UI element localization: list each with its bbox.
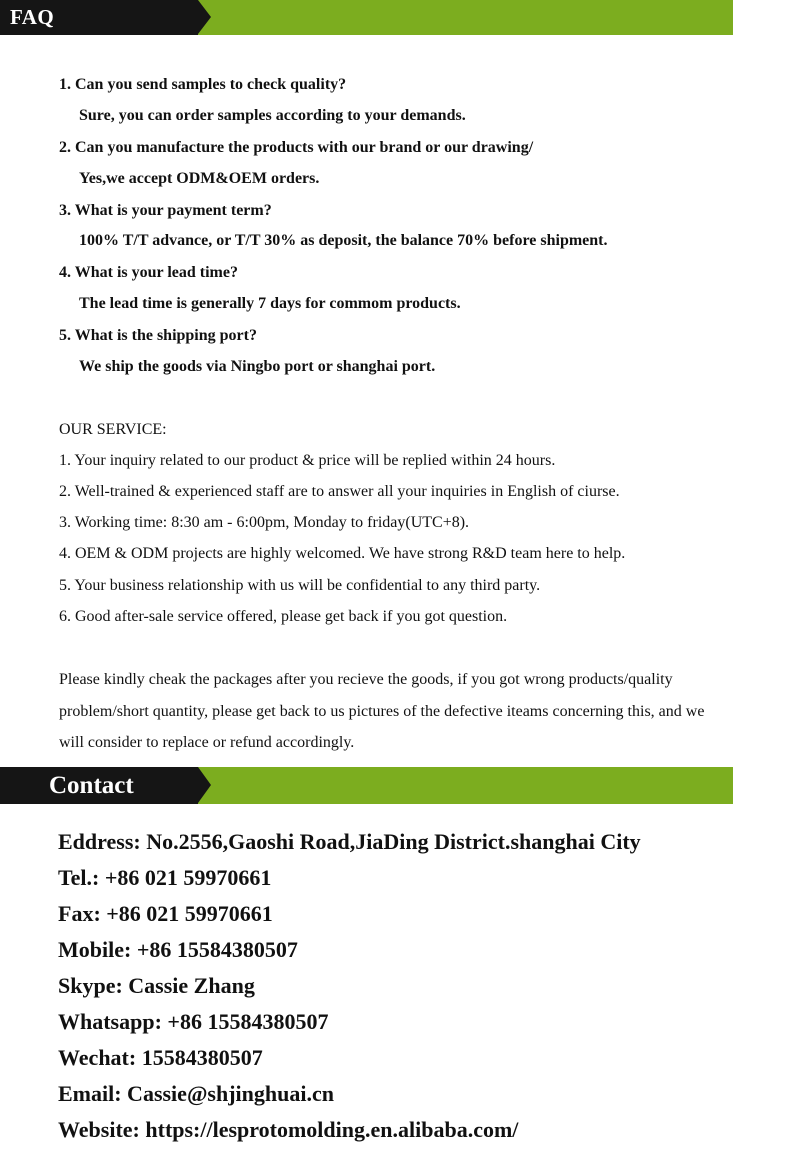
contact-banner — [0, 767, 733, 804]
contact-wechat: Wechat: 15584380507 — [58, 1045, 263, 1070]
faq-banner-arrow — [198, 0, 211, 34]
contact-title: Contact — [49, 772, 134, 799]
faq-question-3: 3. What is your payment term? — [59, 202, 272, 219]
faq-answer-3: 100% T/T advance, or T/T 30% as deposit, the balance 70% before shipment. — [79, 232, 608, 249]
service-item-1: 1. Your inquiry related to our product & price will be replied within 24 hours. — [59, 452, 556, 469]
service-item-4: 4. OEM & ODM projects are highly welcomed. We have strong R&D team here to help. — [59, 545, 626, 562]
contact-banner-arrow — [198, 767, 211, 803]
package-note-line-3: will consider to replace or refund accordingly. — [59, 734, 355, 751]
contact-website: Website: https://lesprotomolding.en.alibaba.com/ — [58, 1117, 519, 1142]
service-item-5: 5. Your business relationship with us will be confidential to any third party. — [59, 577, 541, 594]
faq-banner — [0, 0, 733, 35]
service-item-2: 2. Well-trained & experienced staff are to answer all your inquiries in English of ciurse. — [59, 483, 620, 500]
contact-whatsapp: Whatsapp: +86 15584380507 — [58, 1009, 329, 1034]
service-heading: OUR SERVICE: — [59, 421, 167, 438]
faq-answer-5: We ship the goods via Ningbo port or shanghai port. — [79, 358, 436, 375]
service-item-6: 6. Good after-sale service offered, please get back if you got question. — [59, 608, 508, 625]
contact-tel: Tel.: +86 021 59970661 — [58, 865, 272, 890]
contact-mobile: Mobile: +86 15584380507 — [58, 937, 298, 962]
contact-email: Email: Cassie@shjinghuai.cn — [58, 1081, 334, 1106]
faq-title: FAQ — [10, 5, 55, 29]
faq-answer-4: The lead time is generally 7 days for commom products. — [79, 295, 461, 312]
faq-question-5: 5. What is the shipping port? — [59, 327, 257, 344]
service-item-3: 3. Working time: 8:30 am - 6:00pm, Monday to friday(UTC+8). — [59, 514, 470, 531]
faq-question-2: 2. Can you manufacture the products with our brand or our drawing/ — [59, 139, 534, 156]
contact-address: Eddress: No.2556,Gaoshi Road,JiaDing District.shanghai City — [58, 829, 641, 854]
faq-question-4: 4. What is your lead time? — [59, 264, 238, 281]
contact-fax: Fax: +86 021 59970661 — [58, 901, 273, 926]
package-note-line-2: problem/short quantity, please get back to us pictures of the defective iteams concerning this, and we — [59, 703, 705, 720]
contact-skype: Skype: Cassie Zhang — [58, 973, 255, 998]
faq-answer-2: Yes,we accept ODM&OEM orders. — [79, 170, 320, 187]
faq-question-1: 1. Can you send samples to check quality? — [59, 76, 347, 93]
package-note-line-1: Please kindly cheak the packages after you recieve the goods, if you got wrong products/quality — [59, 671, 673, 688]
faq-answer-1: Sure, you can order samples according to your demands. — [79, 107, 466, 124]
